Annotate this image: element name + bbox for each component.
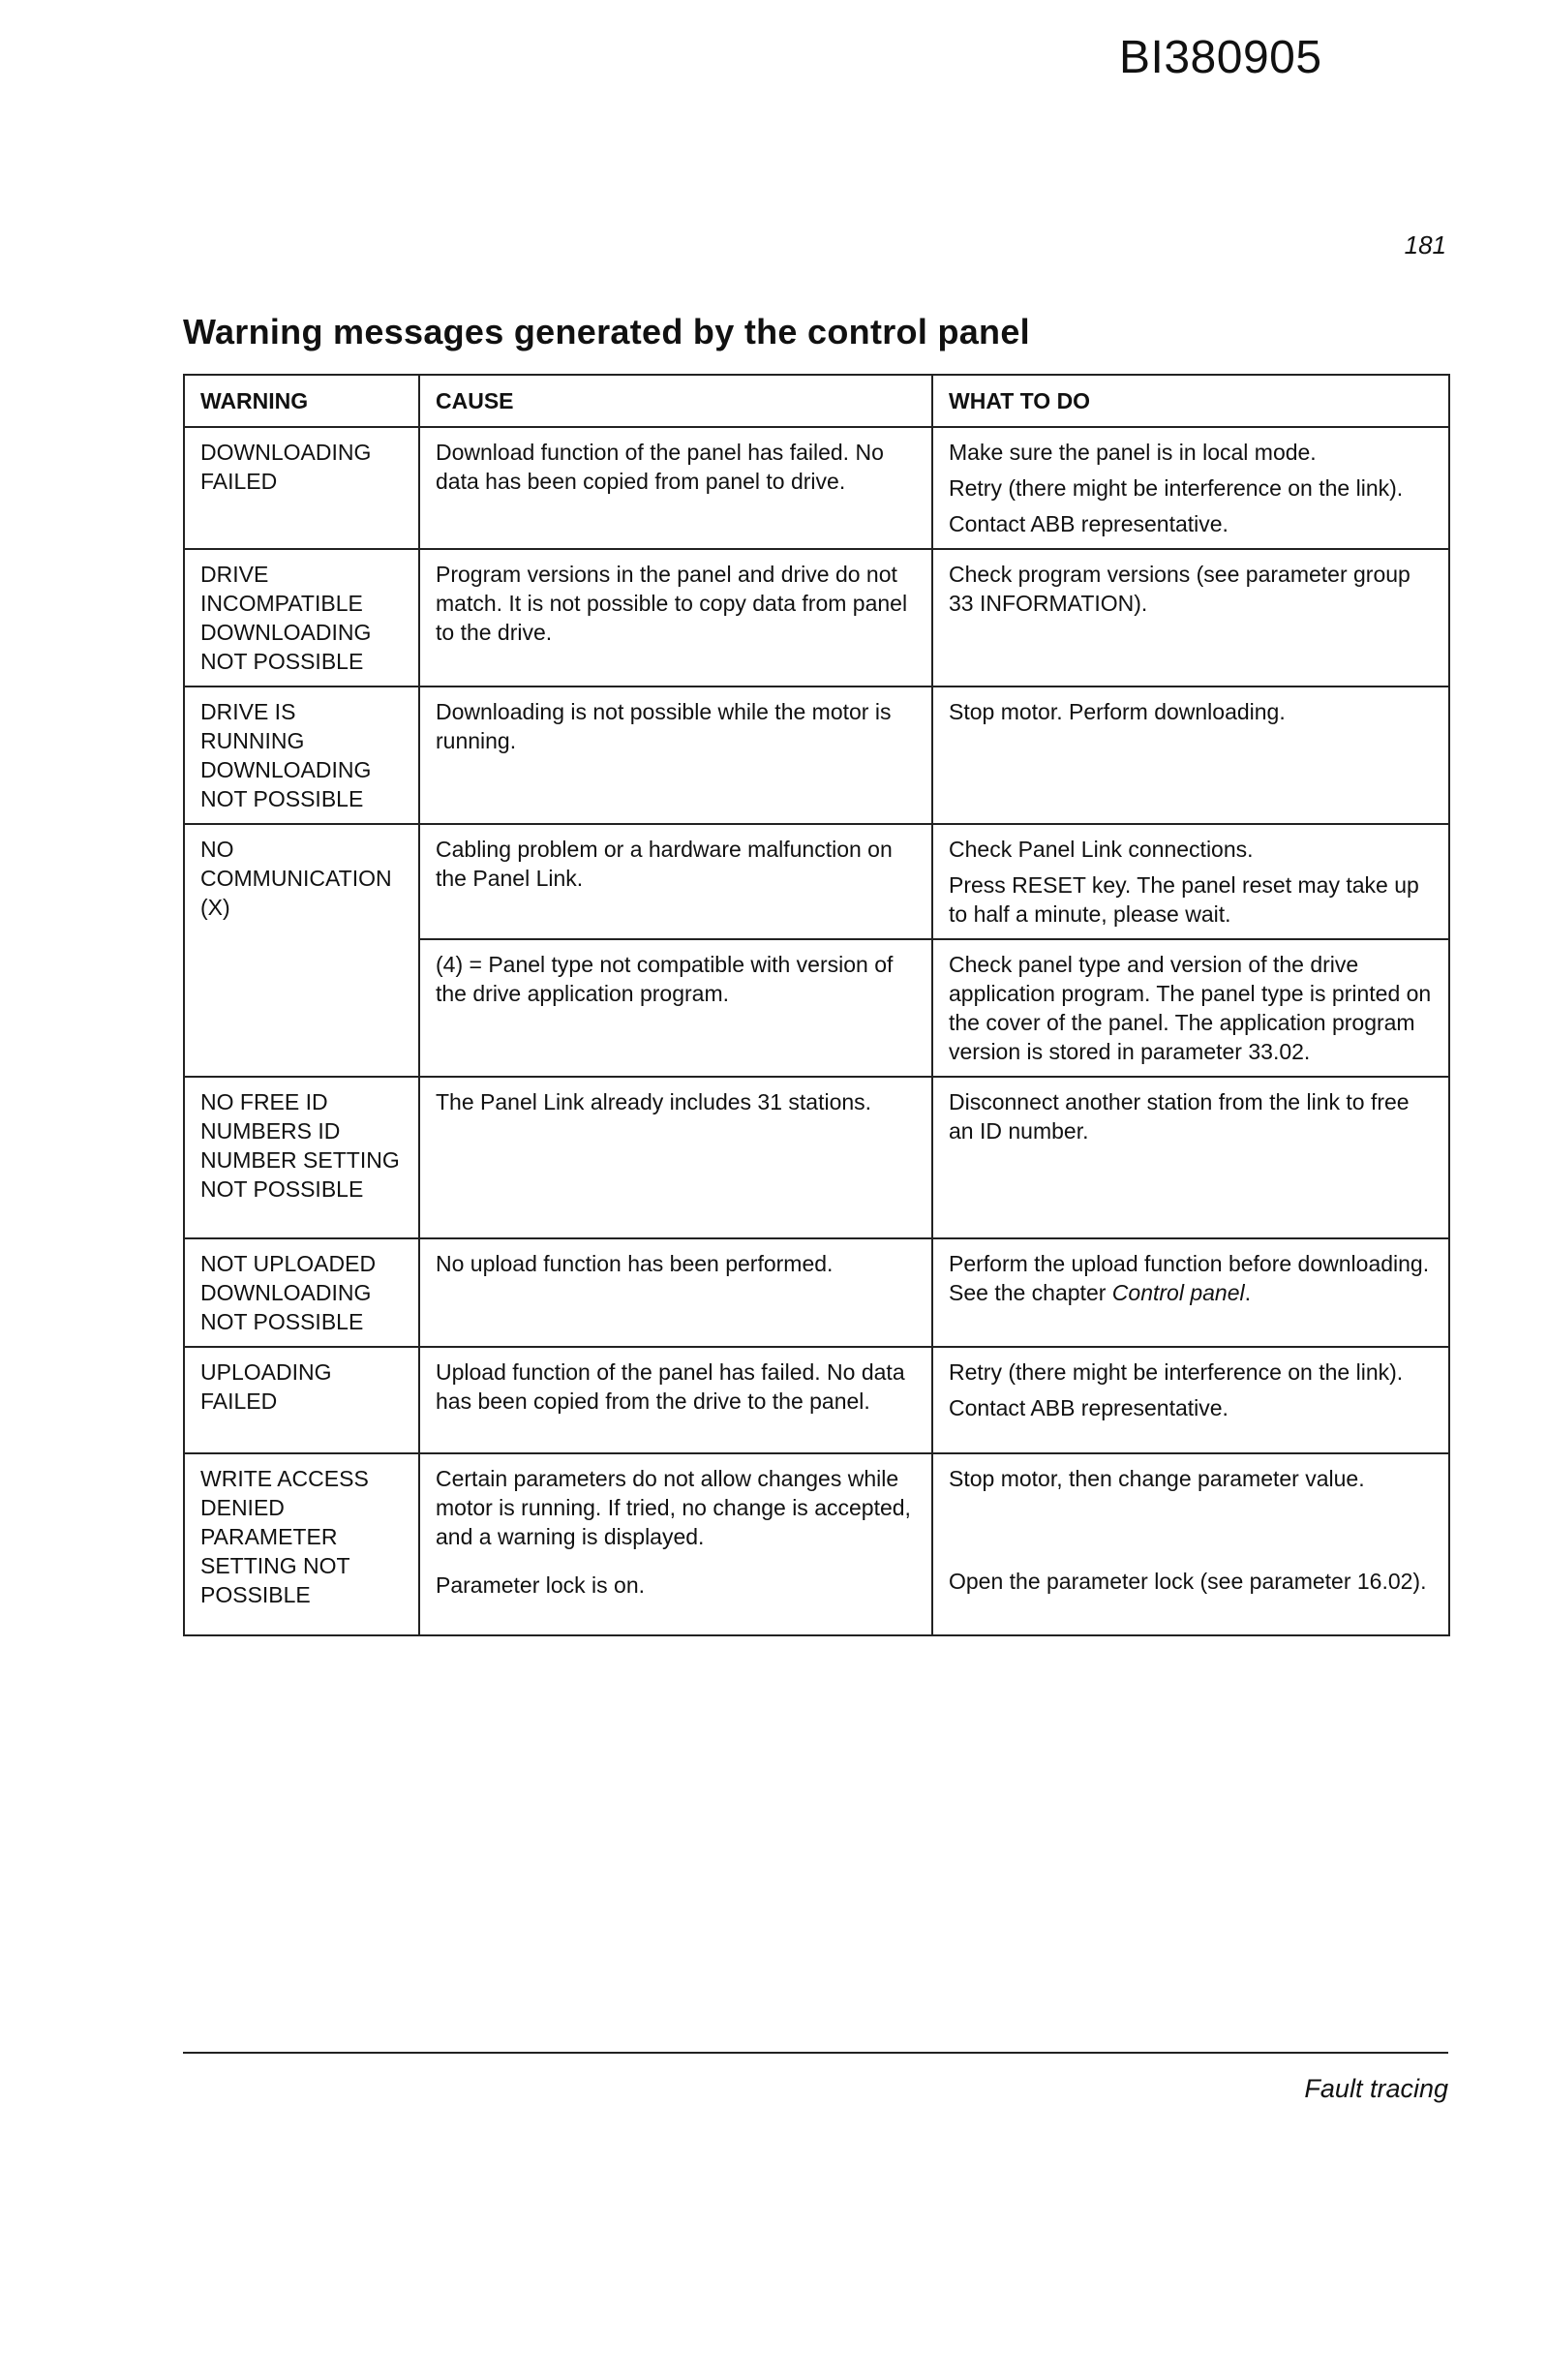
todo-cell	[932, 1453, 1449, 1635]
footer-chapter-title: Fault tracing	[1304, 2074, 1448, 2103]
todo-text: Stop motor. Perform downloading.	[949, 699, 1286, 724]
table-row	[184, 427, 1449, 549]
warning-cell: DRIVE IS RUNNING DOWNLOADING NOT POSSIBLE	[184, 687, 419, 824]
todo-text: Retry (there might be interference on the link).	[949, 475, 1404, 501]
table-row	[184, 687, 1449, 824]
section-heading: Warning messages generated by the control panel	[183, 312, 1030, 351]
cause-text: (4) = Panel type not compatible with version of the drive application program.	[436, 952, 894, 1006]
warning-cell: WRITE ACCESS DENIED PARAMETER SETTING NOT POSSIBLE	[184, 1453, 419, 1635]
cause-text: Upload function of the panel has failed. No data has been copied from the drive to the panel.	[436, 1359, 905, 1414]
warning-messages-table	[183, 374, 1450, 1636]
cause-text: Downloading is not possible while the motor is running.	[436, 699, 892, 753]
cause-text: Parameter lock is on.	[436, 1572, 646, 1598]
cause-cell	[419, 824, 932, 939]
todo-text: Contact ABB representative.	[949, 1395, 1228, 1420]
column-header-what-to-do: WHAT TO DO	[932, 375, 1449, 427]
todo-text	[949, 1249, 1435, 1307]
cause-text: Download function of the panel has failed. No data has been copied from panel to drive.	[436, 440, 884, 494]
cause-text: Program versions in the panel and drive do not match. It is not possible to copy data from panel to the drive.	[436, 562, 908, 645]
todo-cell	[932, 1077, 1449, 1238]
chapter-reference: Control panel	[1111, 1280, 1245, 1305]
todo-cell	[932, 427, 1449, 549]
cause-text: Cabling problem or a hardware malfunction on the Panel Link.	[436, 837, 893, 891]
warning-cell: NO FREE ID NUMBERS ID NUMBER SETTING NOT POSSIBLE	[184, 1077, 419, 1238]
todo-text: Contact ABB representative.	[949, 511, 1228, 536]
todo-text: Retry (there might be interference on the link).	[949, 1359, 1404, 1385]
footer-rule	[183, 2052, 1448, 2054]
cause-cell	[419, 427, 932, 549]
cause-cell	[419, 1453, 932, 1635]
warning-cell: UPLOADING FAILED	[184, 1347, 419, 1453]
todo-text: Check program versions (see parameter group 33 INFORMATION).	[949, 562, 1410, 616]
cause-text: The Panel Link already includes 31 stations.	[436, 1089, 872, 1114]
warning-cell: NO COMMUNICATION (X)	[184, 824, 419, 1077]
todo-text: Disconnect another station from the link to free an ID number.	[949, 1089, 1410, 1144]
todo-cell	[932, 687, 1449, 824]
cause-text: No upload function has been performed.	[436, 1251, 834, 1276]
page-number: 181	[1404, 230, 1446, 259]
cause-cell	[419, 1238, 932, 1347]
warning-cell: DOWNLOADING FAILED	[184, 427, 419, 549]
table-header-row	[184, 375, 1449, 427]
todo-cell	[932, 1238, 1449, 1347]
table-row	[184, 1347, 1449, 1453]
table-row	[184, 1077, 1449, 1238]
cause-cell	[419, 687, 932, 824]
todo-cell	[932, 939, 1449, 1077]
document-id: BI380905	[1119, 32, 1322, 83]
cause-cell	[419, 939, 932, 1077]
todo-text: Open the parameter lock (see parameter 16.02).	[949, 1569, 1427, 1594]
todo-text: Check Panel Link connections.	[949, 837, 1254, 862]
cause-cell	[419, 1077, 932, 1238]
todo-text: Check panel type and version of the drive application program. The panel type is printed on the cover of the panel. The application program version is stored in parameter 33.02.	[949, 952, 1432, 1064]
column-header-warning: WARNING	[184, 375, 419, 427]
cause-cell	[419, 1347, 932, 1453]
todo-cell	[932, 1347, 1449, 1453]
table-row	[184, 1453, 1449, 1635]
warning-cell: DRIVE INCOMPATIBLE DOWNLOADING NOT POSSIBLE	[184, 549, 419, 687]
todo-cell	[932, 824, 1449, 939]
todo-text-prefix: Perform the upload function before downloading. See the chapter	[949, 1251, 1430, 1305]
table-row	[184, 824, 1449, 939]
warning-cell: NOT UPLOADED DOWNLOADING NOT POSSIBLE	[184, 1238, 419, 1347]
todo-text: Make sure the panel is in local mode.	[949, 440, 1317, 465]
cause-text: Certain parameters do not allow changes while motor is running. If tried, no change is accepted, and a warning is displayed.	[436, 1466, 911, 1549]
table-row	[184, 1238, 1449, 1347]
todo-cell	[932, 549, 1449, 687]
table-row	[184, 549, 1449, 687]
column-header-cause: CAUSE	[419, 375, 932, 427]
todo-text: Stop motor, then change parameter value.	[949, 1466, 1365, 1491]
todo-text-suffix: .	[1244, 1280, 1251, 1305]
todo-text: Press RESET key. The panel reset may take up to half a minute, please wait.	[949, 872, 1419, 927]
cause-cell	[419, 549, 932, 687]
